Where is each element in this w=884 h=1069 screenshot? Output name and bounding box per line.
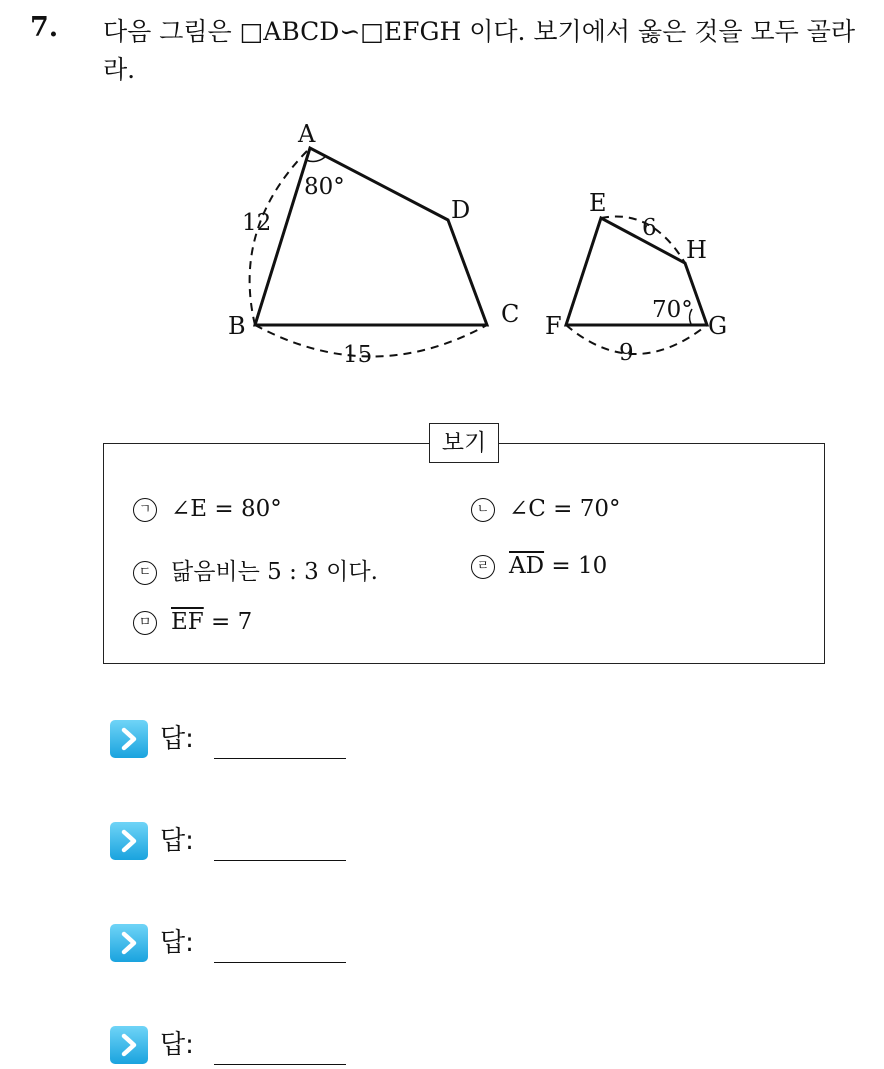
vertex-b: B	[228, 312, 246, 340]
chevron-right-icon	[110, 924, 148, 962]
choice-text: ∠E = 80°	[171, 496, 282, 522]
choice-text: = 7	[203, 609, 253, 635]
choice-2	[471, 496, 621, 522]
choice-1	[133, 496, 282, 522]
chevron-right-icon	[110, 822, 148, 860]
choice-marker: ㄹ	[471, 555, 495, 579]
angle-a-label: 80°	[304, 174, 345, 200]
side-ab-label: 12	[242, 210, 272, 236]
answer-blank[interactable]	[214, 860, 346, 861]
arc-ab	[250, 151, 307, 325]
vertex-a: A	[298, 120, 316, 148]
side-bc-label: 15	[343, 342, 373, 368]
arc-fg	[566, 325, 707, 354]
choice-text: 닮음비는 5 : 3 이다.	[171, 559, 378, 585]
quad-abcd	[255, 148, 487, 325]
answer-blank[interactable]	[214, 962, 346, 963]
side-eh-label: 6	[642, 215, 657, 241]
choice-marker: ㄴ	[471, 498, 495, 522]
choice-marker: ㄱ	[133, 498, 157, 522]
vertex-d: D	[451, 196, 471, 224]
choice-4	[471, 553, 607, 579]
choice-5	[133, 609, 252, 635]
vertex-h: H	[686, 236, 707, 264]
answer-blank[interactable]	[214, 758, 346, 759]
choice-3	[133, 553, 378, 586]
vertex-e: E	[589, 189, 607, 217]
answer-label: 답:	[160, 1030, 194, 1060]
vertex-g: G	[708, 312, 728, 340]
question-text: 다음 그림은 □ABCD∽□EFGH 이다. 보기에서 옳은 것을 모두 골라라.	[103, 17, 855, 84]
choice-marker: ㄷ	[133, 561, 157, 585]
answer-label: 답:	[160, 928, 194, 958]
bogi-title: 보기	[429, 423, 499, 463]
answer-blank[interactable]	[214, 1064, 346, 1065]
vertex-c: C	[501, 300, 520, 328]
choice-marker: ㅁ	[133, 611, 157, 635]
answer-label: 답:	[160, 826, 194, 856]
choice-text: ∠C = 70°	[509, 496, 621, 522]
chevron-right-icon	[110, 1026, 148, 1064]
answer-label: 답:	[160, 724, 194, 754]
similar-quadrilaterals-figure	[222, 108, 762, 382]
side-fg-label: 9	[619, 340, 634, 366]
segment-ef: $\overline{EF}$	[171, 609, 204, 635]
vertex-f: F	[545, 312, 562, 340]
question-number: 7.	[30, 12, 59, 43]
angle-arc-a	[306, 156, 326, 161]
choice-text: = 10	[544, 553, 608, 579]
angle-g-label: 70°	[652, 297, 693, 323]
chevron-right-icon	[110, 720, 148, 758]
segment-ad: $\overline{AD}$	[509, 553, 545, 579]
